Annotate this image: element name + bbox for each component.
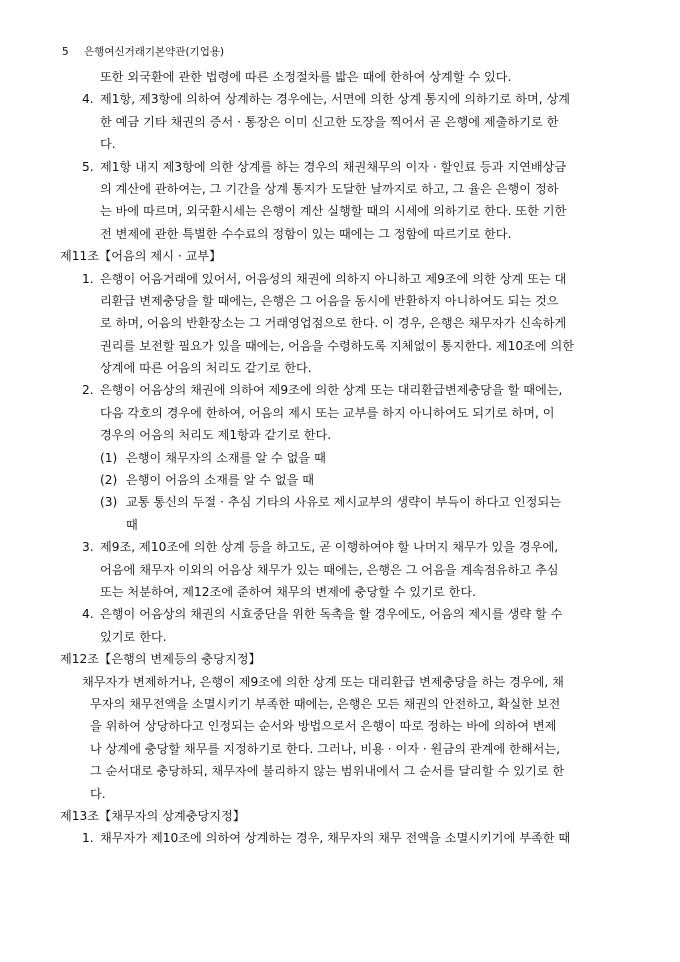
text-line: 의 계산에 관하여는, 그 기간을 상계 통지가 도달한 날까지로 하고, 그 율은 은행이 정하 (100, 181, 559, 196)
text-line: 리환급 변제충당을 할 때에는, 은행은 그 어음을 동시에 반환하지 아니하여도 되는 것으 (100, 293, 559, 308)
text-line: 있기로 한다. (100, 629, 167, 644)
text-line: 는 바에 따르며, 외국환시세는 은행이 계산 실행할 때의 시세에 의하기로 한다. 또한 기한 (100, 204, 567, 219)
text-line: 때 (126, 517, 138, 532)
text-line: 그 순서대로 충당하되, 채무자에 불리하지 않는 범위내에서 그 순서를 달리할 수 있기로 한 (90, 764, 565, 779)
sub-item (100, 469, 626, 491)
page-number: 5 (62, 46, 69, 58)
sub-item (100, 447, 626, 469)
article-12-heading: 제12조【은행의 변제등의 충당지정】 (60, 652, 261, 667)
article-13-heading: 제13조【채무자의 상계충당지정】 (60, 808, 246, 823)
sub-item (100, 491, 626, 536)
list-item (60, 603, 626, 648)
text-line: 상계에 따른 어음의 처리도 같기로 한다. (100, 361, 312, 376)
text-line: 을 위하여 상당하다고 인정되는 순서와 방법으로서 은행이 따로 정하는 바에 의하여 변제 (90, 719, 557, 734)
text-line: 은행이 어음상의 채권에 의하여 제9조에 의한 상계 또는 대리환급변제충당을 할 때에는, (100, 383, 563, 398)
item-number: 2. (82, 383, 94, 398)
list-item (60, 88, 626, 155)
list-item (60, 827, 626, 849)
text-line: 경우의 어음의 처리도 제1항과 같기로 한다. (100, 428, 332, 443)
text-line: 권리를 보전할 필요가 있을 때에는, 어음을 수령하도록 지체없이 통지한다. 제10조에 의한 (100, 338, 575, 353)
continued-line: 또한 외국환에 관한 법령에 따른 소정절차를 밟은 때에 한하여 상계할 수 있다. (100, 70, 512, 84)
text-line: 어음에 채무자 이외의 어음상 채무가 있는 때에는, 은행은 그 어음을 계속점유하고 추심 (100, 562, 559, 577)
sub-item-number: (3) (100, 495, 118, 510)
text-line: 제1항, 제3항에 의하여 상계하는 경우에는, 서면에 의한 상계 통지에 의하기로 하며, 상계 (100, 92, 571, 107)
text-line: 무자의 채무전액을 소멸시키기 부족한 때에는, 은행은 모든 채권의 안전하고, 확실한 보전 (90, 696, 561, 711)
text-line: 전 변제에 관한 특별한 수수료의 정함이 있는 때에는 그 정함에 따르기로 한다. (100, 226, 512, 241)
document-body (60, 66, 626, 850)
list-item (60, 379, 626, 536)
sub-item-number: (2) (100, 473, 118, 488)
page-header (62, 44, 224, 59)
list-item (60, 268, 626, 380)
text-line: 은행이 채무자의 소재를 알 수 없을 때 (126, 450, 326, 465)
item-number: 5. (82, 159, 94, 174)
text-line: 채무자가 제10조에 의하여 상계하는 경우, 채무자의 채무 전액을 소멸시키기에 부족한 때 (100, 831, 571, 846)
item-number: 3. (82, 540, 94, 555)
text-line: 은행이 어음상의 채권의 시효중단을 위한 독촉을 할 경우에도, 어음의 제시를 생략 할 수 (100, 607, 563, 622)
text-line: 은행이 어음의 소재를 알 수 없을 때 (126, 473, 315, 488)
item-number: 4. (82, 607, 94, 622)
text-line: 또는 처분하여, 제12조에 준하여 채무의 변제에 충당할 수 있기로 한다. (100, 585, 476, 600)
article-11-heading: 제11조【어음의 제시 · 교부】 (60, 249, 222, 264)
text-line: 채무자가 변제하거나, 은행이 제9조에 의한 상계 또는 대리환급 변제충당을 하는 경우에, 채 (82, 674, 564, 689)
text-line: 제1항 내지 제3항에 의한 상계를 하는 경우의 채권채무의 이자 · 할인료 등과 지연배상금 (100, 159, 567, 174)
text-line: 교통 통신의 두절 · 추심 기타의 사유로 제시교부의 생략이 부득이 하다고 인정되는 (126, 495, 562, 510)
item-number: 1. (82, 831, 94, 846)
text-line: 한 예금 기타 채권의 증서 · 통장은 이미 신고한 도장을 찍어서 곧 은행에 제출하기로 한 (100, 114, 559, 129)
text-line: 다음 각호의 경우에 한하여, 어음의 제시 또는 교부를 하지 아니하여도 되기로 하며, 이 (100, 405, 555, 420)
item-number: 4. (82, 92, 94, 107)
text-line: 로 하며, 어음의 반환장소는 그 거래영업점으로 한다. 이 경우, 은행은 채무자가 신속하게 (100, 316, 567, 331)
article-12-body (60, 671, 626, 805)
item-number: 1. (82, 271, 94, 286)
sub-item-number: (1) (100, 450, 118, 465)
list-item (60, 156, 626, 246)
text-line: 다. (100, 137, 116, 152)
text-line: 다. (90, 786, 106, 801)
text-line: 제9조, 제10조에 의한 상계 등을 하고도, 곧 이행하여야 할 나머지 채무가 있을 경우에, (100, 540, 559, 555)
list-item (60, 536, 626, 603)
text-line: 은행이 어음거래에 있어서, 어음성의 채권에 의하지 아니하고 제9조에 의한 상계 또는 대 (100, 271, 567, 286)
text-line: 나 상계에 충당할 채무를 지정하기로 한다. 그러나, 비용 · 이자 · 원금의 관계에 한해서는, (90, 741, 561, 756)
document-title: 은행여신거래기본약관(기업용) (84, 46, 225, 58)
